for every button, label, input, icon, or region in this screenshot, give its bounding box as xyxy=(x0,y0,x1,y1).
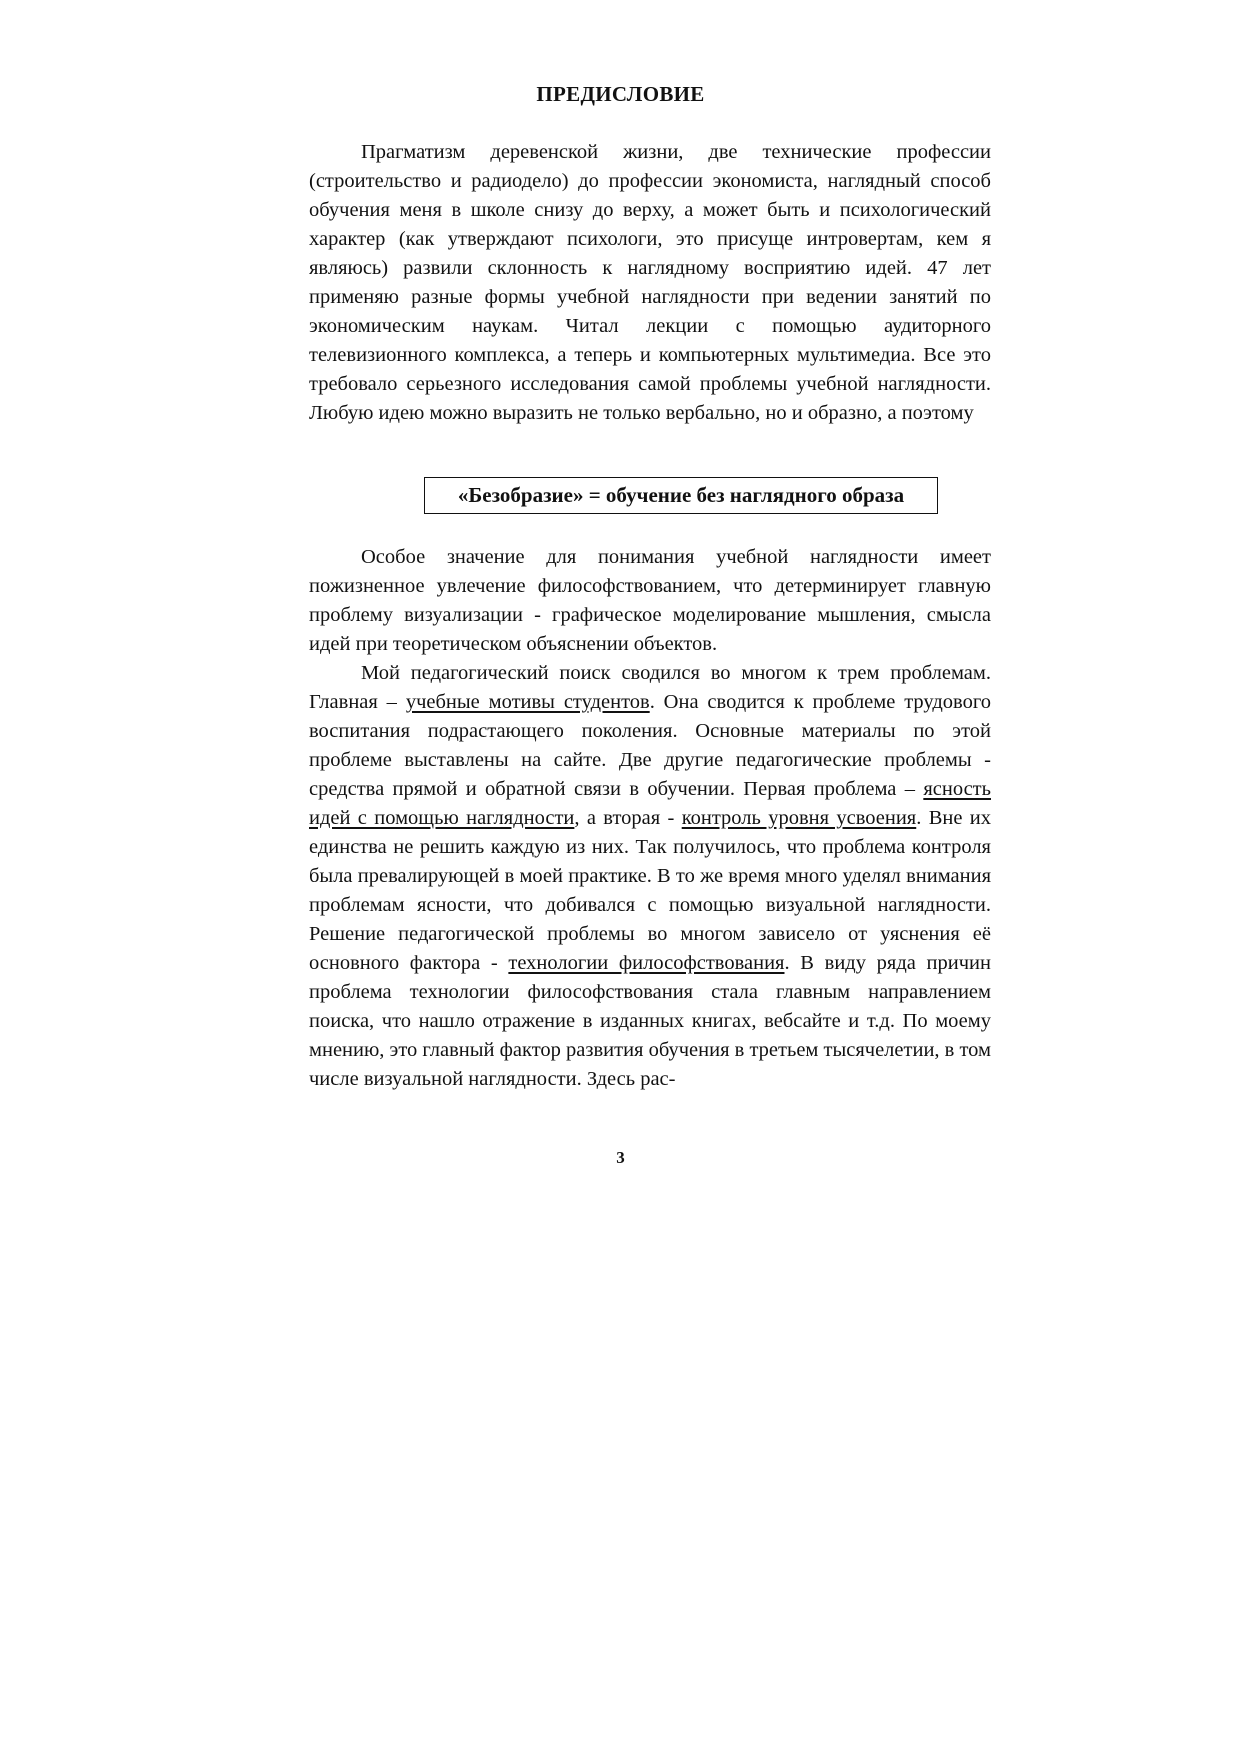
main-section xyxy=(309,543,991,1094)
link-control-level[interactable]: контроль уровня усвоения xyxy=(681,807,917,829)
paragraph-3-text: Мой педагогический поиск сводился во многом к трем проблемам. Главная – xyxy=(309,662,991,713)
motto-text: «Безобразие» = обучение без наглядного образа xyxy=(457,483,905,507)
paragraph-3-text: . В виду ряда причин проблема технологии философствования стала главным направлением поиска, что нашло отражение в изданных книгах, вебсайте и т.д. По моему мнению, это главный фактор развития обучения в третьем тысячелетии, в том числе визуальной наглядности. Здесь рас- xyxy=(309,952,991,1090)
paragraph-1: Прагматизм деревенской жизни, две технические профессии (строительство и радиодело) до профессии экономиста, наглядный способ обучения меня в школе снизу до верху, а может быть и психологический характер (как утверждают психологи, это присуще интровертам, кем я являюсь) развили склонность к наглядному восприятию идей. 47 лет применяю разные формы учебной наглядности при ведении занятий по экономическим наукам. Читал лекции с помощью аудиторного телевизионного комплекса, а теперь и компьютерных мультимедиа. Все это требовало серьезного исследования самой проблемы учебной наглядности. Любую идею можно выразить не только вербально, но и образно, а поэтому xyxy=(309,141,991,424)
paragraph-3-text: , а вторая - xyxy=(574,807,682,829)
link-philosophizing-technology[interactable]: технологии философствования xyxy=(508,952,785,974)
paragraph-3-text: . Вне их единства не решить каждую из них. Так получилось, что проблема контроля была превалирующей в моей практике. В то же время много уделял внимания проблемам ясности, что добивался с помощью визуальной наглядности. Решение педагогической проблемы во многом зависело от уяснения её основного фактора - xyxy=(309,807,992,974)
link-clarity-of-ideas[interactable]: ясность идей с помощью наглядности xyxy=(309,778,991,829)
page-title: ПРЕДИСЛОВИЕ xyxy=(536,82,705,106)
motto-box xyxy=(424,477,938,514)
page-number: 3 xyxy=(616,1148,625,1167)
paragraph-3 xyxy=(309,659,991,1094)
paragraph-2: Особое значение для понимания учебной наглядности имеет пожизненное увлечение философствованием, что детерминирует главную проблему визуализации - графическое моделирование мышления, смысла идей при теоретическом объяснении объектов. xyxy=(309,546,991,655)
intro-section xyxy=(309,138,991,428)
paragraph-3-text: . Она сводится к проблеме трудового воспитания подрастающего поколения. Основные материалы по этой проблеме выставлены на сайте. Две другие педагогические проблемы - средства прямой и обратной связи в обучении. Первая проблема – xyxy=(309,691,991,800)
link-study-motives[interactable]: учебные мотивы студентов xyxy=(405,691,650,713)
